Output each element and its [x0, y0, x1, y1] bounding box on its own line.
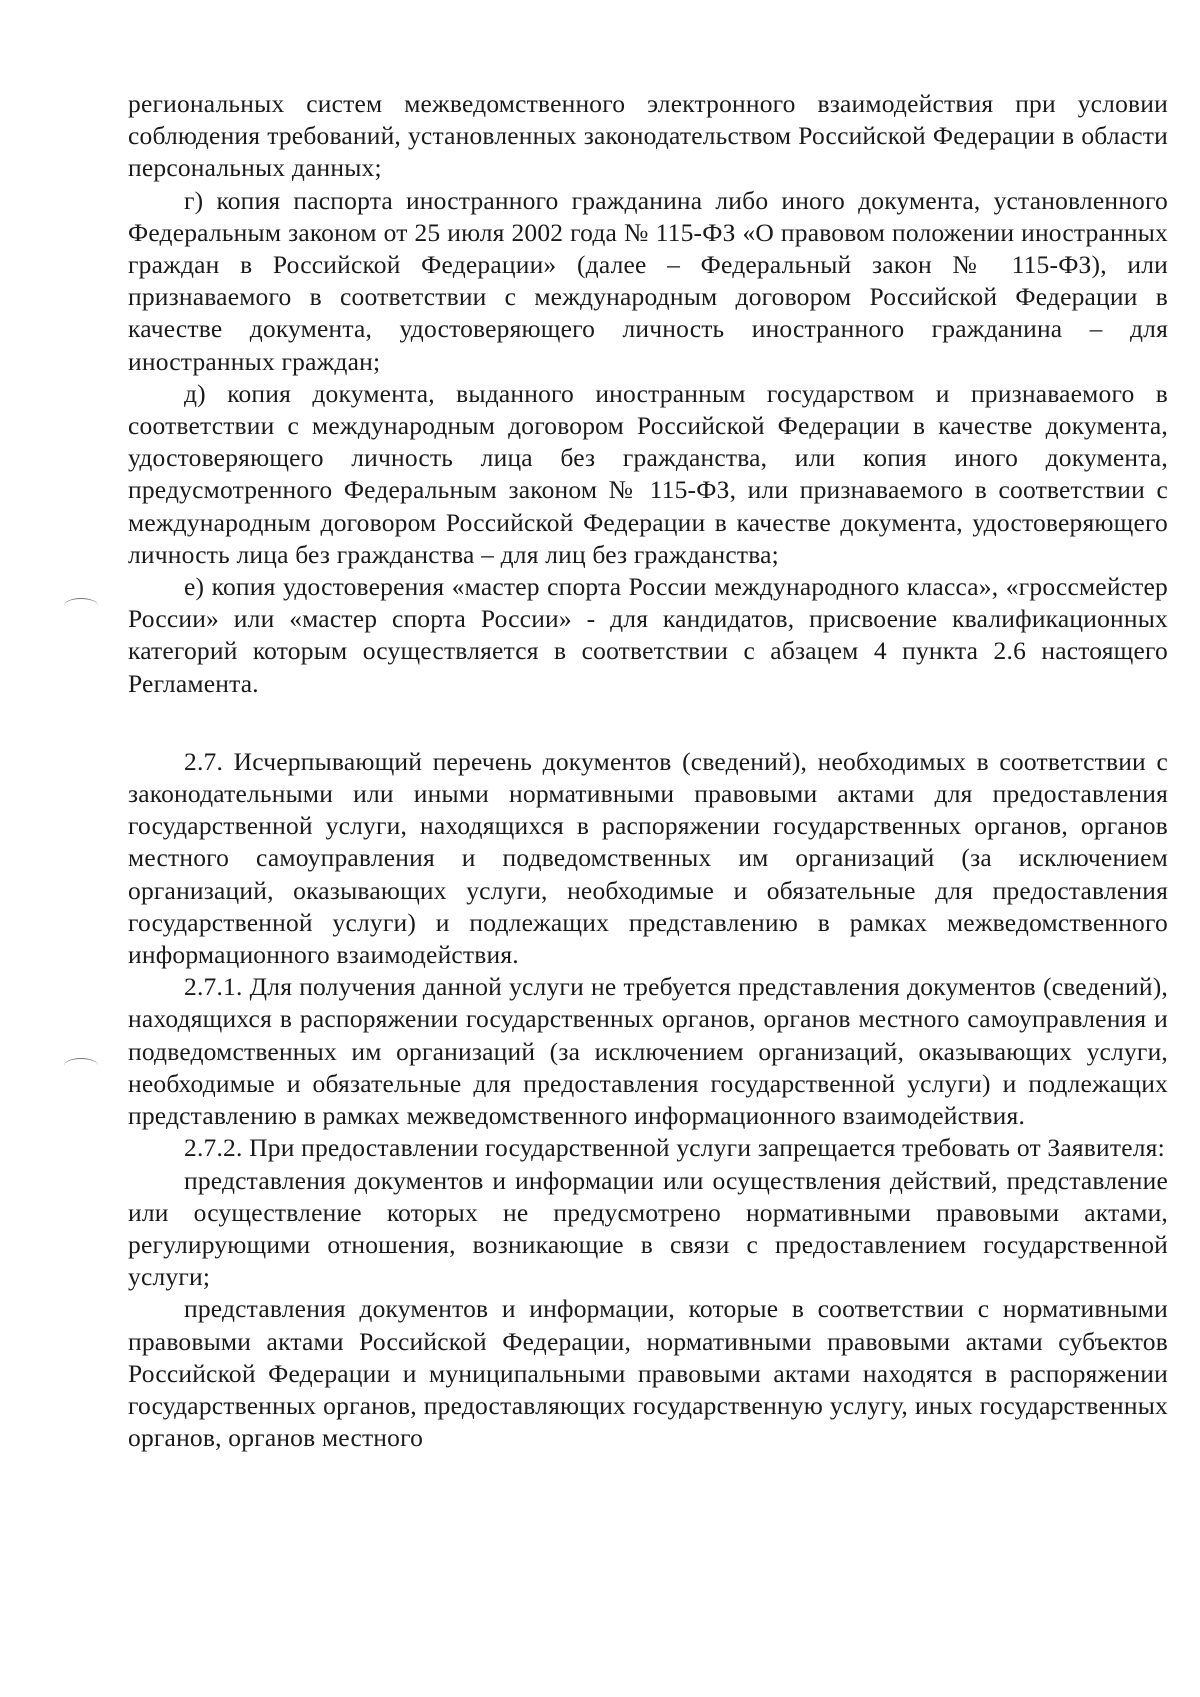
- margin-mark: [64, 1058, 98, 1073]
- paragraph-item-e: е) копия удостоверения «мастер спорта России международного класса», «гроссмейстер России» или «мастер спорта России» - для кандидатов, присвоение квалификационных категорий которым осуществляется в соответствии с абзацем 4 пункта 2.6 настоящего Регламента.: [128, 572, 1168, 698]
- paragraph-prohibition-2: представления документов и информации, которые в соответствии с нормативными правовыми актами Российской Федерации, нормативными правовыми актами субъектов Российской Федерации и муниципальными правовыми актами находятся в распоряжении государственных органов, предоставляющих государственную услугу, иных государственных органов, органов местного: [128, 1294, 1168, 1453]
- margin-mark: [64, 598, 98, 613]
- paragraph-section-2-7: 2.7. Исчерпывающий перечень документов (сведений), необходимых в соответствии с законодательными или иными нормативными правовыми актами для предоставления государственной услуги, находящихся в распоряжении государственных органов, органов местного самоуправления и подведомственных им организаций (за исключением организаций, оказывающих услуги, необходимые и обязательные для предоставления государственной услуги) и подлежащих представлению в рамках межведомственного информационного взаимодействия.: [128, 746, 1168, 970]
- paragraph-regional-systems: региональных систем межведомственного электронного взаимодействия при условии соблюдения требований, установленных законодательством Российской Федерации в области персональных данных;: [128, 89, 1168, 183]
- paragraph-item-g: г) копия паспорта иностранного гражданина либо иного документа, установленного Федеральным законом от 25 июля 2002 года № 115-ФЗ «О правовом положении иностранных граждан в Российской Федерации» (далее – Федеральный закон № 115-ФЗ), или признаваемого в соответствии с международным договором Российской Федерации в качестве документа, удостоверяющего личность иностранного гражданина – для иностранных граждан;: [128, 185, 1168, 376]
- paragraph-section-2-7-1: 2.7.1. Для получения данной услуги не требуется представления документов (сведений), находящихся в распоряжении государственных органов, органов местного самоуправления и подведомственных им организаций (за исключением организаций, оказывающих услуги, необходимые и обязательные для предоставления государственной услуги) и подлежащих представлению в рамках межведомственного информационного взаимодействия.: [128, 972, 1168, 1131]
- paragraph-item-d: д) копия документа, выданного иностранным государством и признаваемого в соответствии с международным договором Российской Федерации в качестве документа, удостоверяющего личность лица без гражданства, или копия иного документа, предусмотренного Федеральным законом № 115-ФЗ, или признаваемого в соответствии с международным договором Российской Федерации в качестве документа, удостоверяющего личность лица без гражданства – для лиц без гражданства;: [128, 378, 1168, 569]
- document-page: [128, 88, 1168, 1454]
- section-gap: [128, 700, 1168, 746]
- paragraph-section-2-7-2: 2.7.2. При предоставлении государственной услуги запрещается требовать от Заявителя:: [184, 1133, 1165, 1163]
- paragraph-prohibition-1: представления документов и информации или осуществления действий, представление или осуществление которых не предусмотрено нормативными правовыми актами, регулирующими отношения, возникающие в связи с предоставлением государственной услуги;: [128, 1165, 1168, 1292]
